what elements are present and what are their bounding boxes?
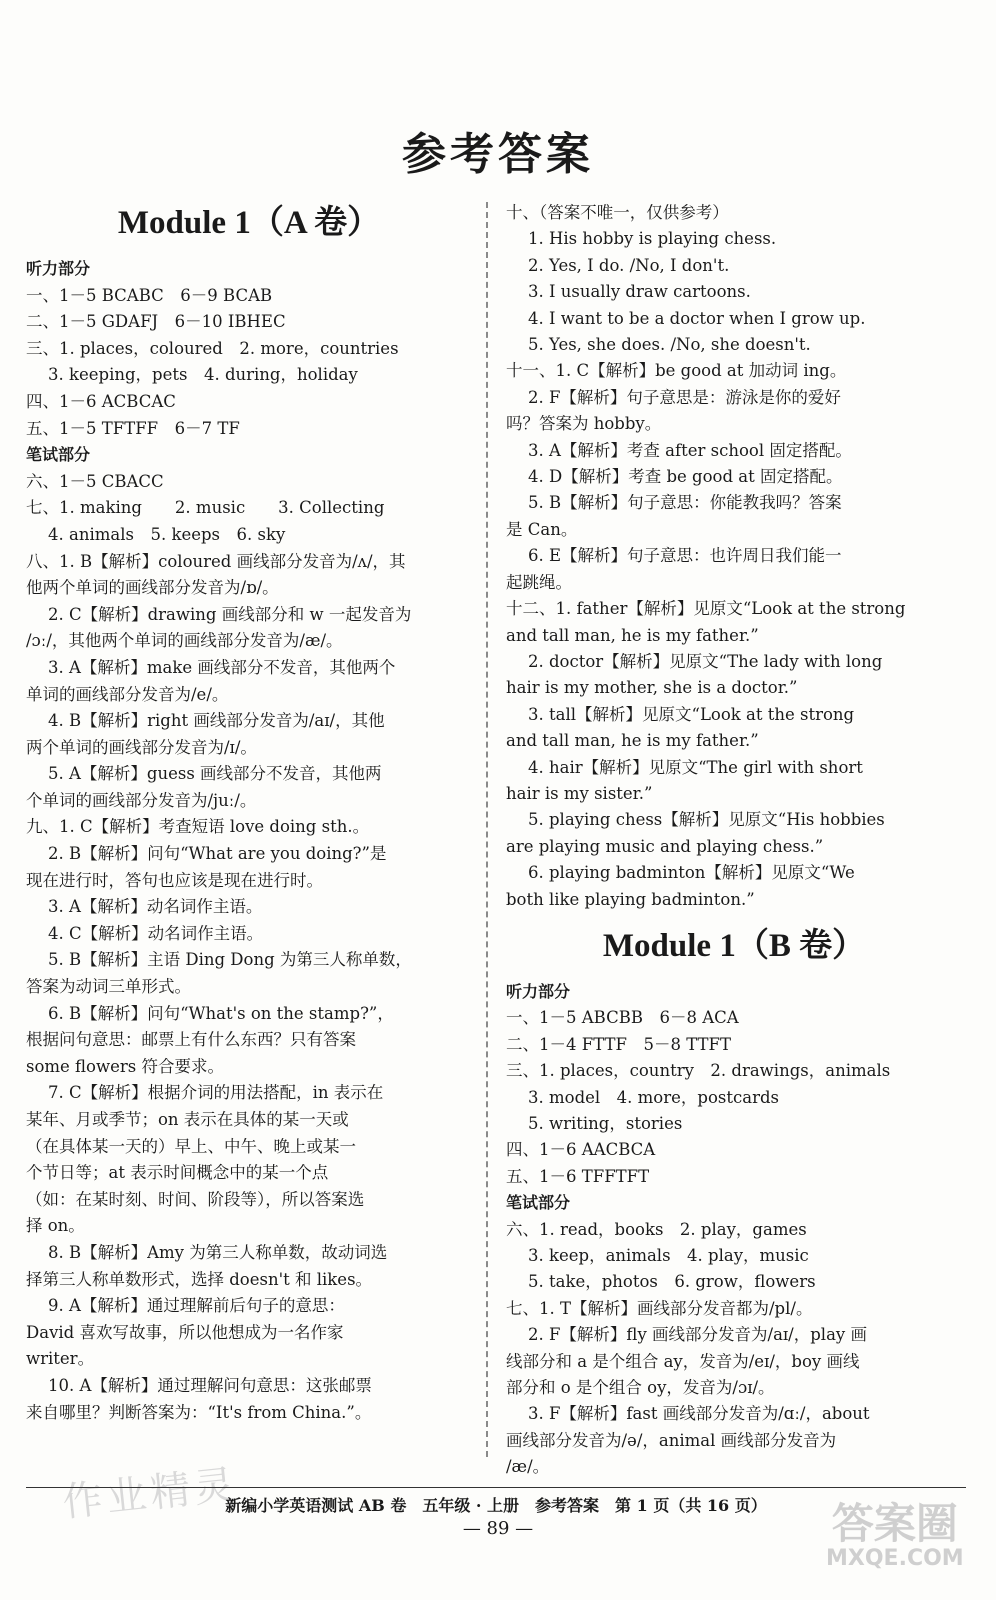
right-column (506, 200, 962, 1481)
answer-line: 2. F【解析】fly 画线部分发音为/aɪ/，play 画 (528, 1325, 867, 1345)
answer-line: 5. writing，stories (528, 1114, 683, 1133)
answer-line: 起跳绳。 (506, 572, 572, 592)
answer-line: 4. I want to be a doctor when I grow up. (528, 308, 866, 328)
answer-line: 2. Yes, I do. /No, I don't. (528, 255, 730, 275)
answer-line: 5. B【解析】主语 Ding Dong 为第三人称单数， (48, 950, 412, 970)
answer-line: 6. E【解析】句子意思：也许周日我们能一 (528, 546, 842, 566)
answer-line: 是 Can。 (506, 519, 578, 539)
answer-line: 2. C【解析】drawing 画线部分和 w 一起发音为 (48, 604, 412, 624)
answer-line: /ɔː/，其他两个单词的画线部分发音为/æ/。 (26, 631, 343, 651)
answer-line: 根据问句意思：邮票上有什么东西？只有答案 (26, 1030, 356, 1050)
answer-line: 单词的画线部分发音为/e/。 (26, 684, 229, 704)
section-title: 笔试部分 (26, 445, 91, 465)
section-title: 听力部分 (26, 259, 91, 278)
answer-line: 八、1. B【解析】coloured 画线部分发音为/ʌ/，其 (26, 551, 406, 571)
answer-line: writer。 (26, 1349, 95, 1369)
answer-line: （在具体某一天的）早上、中午、晚上或某一 (26, 1136, 356, 1156)
answer-line: 一、1－5 BCABC 6－9 BCAB (26, 285, 273, 305)
right-top-answer-lines (506, 200, 962, 913)
answer-line: 3. tall【解析】见原文“Look at the strong (528, 704, 855, 724)
answer-line: 答案为动词三单形式。 (26, 977, 191, 997)
section-title: 笔试部分 (506, 1193, 571, 1213)
section-title: 听力部分 (506, 981, 571, 1001)
watermark-logo-left: 作业精灵 (60, 1461, 241, 1527)
module-a-title: Module 1（A 卷） (117, 205, 381, 241)
answer-line: hair is my mother, she is a doctor.” (506, 678, 798, 698)
answer-line: 9. A【解析】通过理解前后句子的意思： (48, 1296, 345, 1316)
answer-line: 四、1－6 ACBCAC (26, 391, 176, 411)
answer-line: 5. Yes, she does. /No, she doesn't. (528, 335, 811, 355)
answer-line: 8. B【解析】Amy 为第三人称单数，故动词选 (48, 1242, 388, 1262)
answer-line: 二、1－5 GDAFJ 6－10 IBHEC (26, 312, 286, 332)
answer-line: 4. animals 5. keeps 6. sky (48, 524, 286, 544)
module-b-title: Module 1（B 卷） (602, 927, 866, 964)
answer-line: 个单词的画线部分发音为/juː/。 (26, 790, 257, 810)
answer-line: 三、1. places，coloured 2. more，countries (26, 338, 399, 358)
answer-line: 六、1－5 CBACC (26, 471, 164, 491)
answer-line: 二、1－4 FTTF 5－8 TTFT (506, 1034, 731, 1054)
answer-line: 择第三人称单数形式，选择 doesn't 和 likes。 (26, 1269, 373, 1289)
answer-line: 线部分和 a 是个组合 ay，发音为/eɪ/，boy 画线 (506, 1351, 860, 1371)
answer-line: 3. A【解析】动名词作主语。 (48, 897, 263, 917)
answer-line: 现在进行时，答句也应该是现在进行时。 (26, 870, 323, 890)
answer-line: 十一、1. C【解析】be good at 加动词 ing。 (506, 361, 847, 381)
answer-line: 2. B【解析】问句“What are you doing?”是 (48, 844, 387, 864)
answer-line: 10. A【解析】通过理解问句意思：这张邮票 (48, 1375, 372, 1395)
answer-line: and tall man, he is my father.” (506, 731, 759, 751)
answer-line: 3. model 4. more，postcards (528, 1087, 779, 1107)
right-bottom-answer-lines (506, 979, 962, 1481)
answer-line: 4. B【解析】right 画线部分发音为/aɪ/，其他 (48, 711, 385, 731)
answer-line: 1. His hobby is playing chess. (528, 229, 777, 249)
answer-line: 3. keep，animals 4. play，music (528, 1246, 809, 1266)
answer-line: 六、1. read，books 2. play，games (506, 1219, 807, 1239)
answer-line: 七、1. T【解析】画线部分发音都为/pl/。 (506, 1298, 813, 1318)
answer-line: 5. A【解析】guess 画线部分不发音，其他两 (48, 764, 382, 784)
left-answer-lines (26, 256, 472, 1426)
answer-line: 个节日等；at 表示时间概念中的某一个点 (26, 1163, 329, 1183)
answer-line: David 喜欢写故事，所以他想成为一名作家 (26, 1322, 344, 1342)
answer-line: 4. D【解析】考查 be good at 固定搭配。 (528, 467, 843, 487)
answer-line: 五、1－6 TFFTFT (506, 1166, 650, 1186)
answer-line: 来自哪里？判断答案为：“It's from China.”。 (26, 1402, 372, 1422)
answer-line: 择 on。 (26, 1216, 85, 1236)
answer-line: 2. F【解析】句子意思是：游泳是你的爱好 (528, 387, 841, 407)
answer-line: 十、（答案不唯一，仅供参考） (506, 203, 729, 222)
answer-line: 3. A【解析】make 画线部分不发音，其他两个 (48, 657, 396, 677)
answer-line: 九、1. C【解析】考查短语 love doing sth.。 (26, 817, 370, 837)
watermark-logo-right: 答案圈 MXQE.COM (826, 1499, 964, 1571)
page-number: — 89 — (462, 1518, 534, 1539)
answer-line: 5. take，photos 6. grow，flowers (528, 1272, 816, 1292)
answer-line: 3. A【解析】考查 after school 固定搭配。 (528, 440, 852, 460)
answer-line: 6. B【解析】问句“What's on the stamp?”， (48, 1003, 394, 1023)
answer-line: （如：在某时刻、时间、阶段等），所以答案选 (26, 1189, 365, 1209)
answer-line: hair is my sister.” (506, 783, 653, 803)
answer-line: 五、1－5 TFTFF 6－7 TF (26, 418, 240, 438)
answer-line: 5. B【解析】句子意思：你能教我吗？答案 (528, 493, 842, 513)
answer-line: 2. doctor【解析】见原文“The lady with long (528, 651, 883, 671)
answer-line: 部分和 o 是个组合 oy，发音为/ɔɪ/。 (506, 1378, 775, 1398)
answer-line: 5. playing chess【解析】见原文“His hobbies (528, 810, 885, 830)
answer-line: 4. hair【解析】见原文“The girl with short (528, 757, 863, 777)
answer-line: 吗？答案为 hobby。 (506, 414, 662, 434)
answer-line: 6. playing badminton【解析】见原文“We (528, 863, 855, 883)
answer-line: 7. C【解析】根据介词的用法搭配，in 表示在 (48, 1083, 384, 1103)
answer-line: /æ/。 (506, 1457, 550, 1477)
answer-line: and tall man, he is my father.” (506, 625, 759, 645)
answer-line: 画线部分发音为/ə/，animal 画线部分发音为 (506, 1430, 837, 1450)
page-title: 参考答案 (402, 129, 594, 180)
answer-line: 4. C【解析】动名词作主语。 (48, 923, 264, 943)
page-footer: 新编小学英语测试 AB 卷 五年级 · 上册 参考答案 第 1 页（共 16 页） (26, 1487, 966, 1516)
answer-line: 3. I usually draw cartoons. (528, 282, 751, 302)
answer-line: 两个单词的画线部分发音为/ɪ/。 (26, 737, 257, 757)
answer-line: 3. keeping，pets 4. during，holiday (48, 365, 358, 385)
column-divider (486, 202, 488, 1457)
answer-line: 三、1. places，country 2. drawings，animals (506, 1061, 891, 1081)
answer-line: 某年、月或季节；on 表示在具体的某一天或 (26, 1110, 349, 1129)
answer-line: are playing music and playing chess.” (506, 836, 824, 856)
answer-line: 他两个单词的画线部分发音为/ɒ/。 (26, 578, 279, 598)
answer-line: 四、1－6 AACBCA (506, 1140, 656, 1160)
answer-line: 十二、1. father【解析】见原文“Look at the strong (506, 599, 906, 619)
left-column (26, 200, 472, 1426)
answer-line: 一、1－5 ABCBB 6－8 ACA (506, 1008, 739, 1028)
answer-line: 3. F【解析】fast 画线部分发音为/ɑː/，about (528, 1404, 870, 1424)
answer-line: some flowers 符合要求。 (26, 1056, 224, 1076)
answer-line: 七、1. making 2. music 3. Collecting (26, 498, 385, 518)
answer-line: both like playing badminton.” (506, 889, 755, 909)
